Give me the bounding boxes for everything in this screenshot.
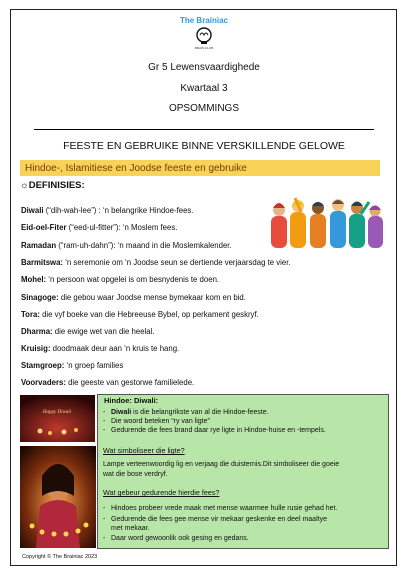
definition-item [21, 223, 177, 232]
definition-term: Stamgroep: [21, 361, 65, 370]
definition-item [21, 361, 123, 370]
definition-text: ‘n groep families [64, 361, 124, 370]
diwali-box-title: Hindoe: Diwali: [104, 396, 159, 405]
copyright: Copyright © The Brainiac 2023 [22, 554, 98, 560]
diwali-photo-caption: Happy Diwali [42, 410, 72, 415]
list-item: met mekaar. [111, 525, 150, 532]
answer-lights-line1: Lampe verteenwoordig lig en verjaag die duisternis.Dit simboliseer die goeie [103, 461, 340, 468]
definition-text: die gebou waar Joodse mense bymekaar kom en bid. [58, 293, 246, 302]
brand-sub: BRAIN·CLUB [194, 46, 214, 50]
definition-text: ‘n seremonie om ‘n Joodse seun se dertiende verjaarsdag te vier. [63, 258, 291, 267]
definition-item [21, 275, 219, 284]
definition-term: Diwali [21, 206, 44, 215]
question-festival: Wat gebeur gedurende hierdie fees? [103, 488, 220, 497]
definition-text: die ewige wet van die heelal. [52, 327, 155, 336]
definition-text: (“ram-uh-dahn”): ‘n maand in die Moslemkalender. [56, 241, 232, 250]
definition-text: doodmaak deur aan ‘n kruis te hang. [50, 344, 180, 353]
definition-term: Tora: [21, 310, 40, 319]
term-heading: Kwartaal 3 [180, 83, 228, 94]
question-lights: Wat simboliseer die ligte? [103, 446, 185, 455]
definition-term: Barmitswa: [21, 258, 64, 267]
definition-item [21, 327, 155, 336]
list-item: - Die woord beteken “ry van ligte” [103, 418, 210, 425]
grade-heading: Gr 5 Lewensvaardighede [148, 62, 260, 73]
definition-text: die geeste van gestorwe familielede. [65, 378, 195, 387]
definition-item [21, 344, 179, 353]
main-title: FEESTE EN GEBRUIKE BINNE VERSKILLENDE GELOWE [63, 140, 345, 152]
definition-term: Ramadan [21, 241, 57, 250]
diverse-people-illustration [265, 194, 387, 248]
definition-term: Mohel: [21, 275, 47, 284]
definition-item [21, 310, 259, 319]
definition-term: Eid-oel-Fiter [21, 223, 67, 232]
definition-item [21, 378, 194, 387]
definition-term: Kruisig: [21, 344, 51, 353]
list-item: - Gedurende die fees gee mense vir mekaar geskenke en deel maaltye [103, 516, 327, 523]
definition-text: ‘n persoon wat opgelei is om besnydenis te doen. [46, 275, 220, 284]
sun-icon: ☼ [20, 180, 29, 191]
answer-lights-line2: wat die bose verdryf. [103, 471, 168, 478]
definition-term: Sinagoge: [21, 293, 59, 302]
definition-term: Dharma: [21, 327, 53, 336]
bulb-logo-icon [194, 26, 214, 46]
definition-text: die vyf boeke van die Hebreeuse Bybel, op perkament geskryf. [39, 310, 259, 319]
list-item: - Gedurende die fees brand daar rye ligte in Hindoe-huise en -tempels. [103, 427, 326, 434]
definition-item [21, 241, 232, 250]
girl-with-candles-photo [20, 446, 96, 548]
definition-term: Voorvaders: [21, 378, 66, 387]
list-item: - Diwali is die belangrikste van al die Hindoe-feeste. [103, 409, 269, 416]
definition-item [21, 258, 291, 267]
divider [34, 129, 374, 130]
definition-text: (“dih-wah-lee”) : ‘n belangrike Hindoe-fees. [43, 206, 194, 215]
definition-item [21, 206, 193, 215]
brand-name: The Brainiac [179, 16, 228, 25]
subtitle: Hindoe-, Islamitiese en Joodse feeste en gebruike [25, 163, 247, 174]
definition-text: (“eed-ul-fitter”): ‘n Moslem fees. [66, 223, 178, 232]
list-item: - Daar word gewoonlik ook gesing en gedans. [103, 535, 249, 542]
diwali-greeting-photo [20, 395, 95, 442]
list-item: - Hindoes probeer vrede maak met mense waarmee hulle rusie gehad het. [103, 505, 338, 512]
definitions-heading: ☼DEFINISIES: [20, 180, 85, 191]
doc-type-heading: OPSOMMINGS [168, 103, 239, 114]
definition-item [21, 293, 246, 302]
